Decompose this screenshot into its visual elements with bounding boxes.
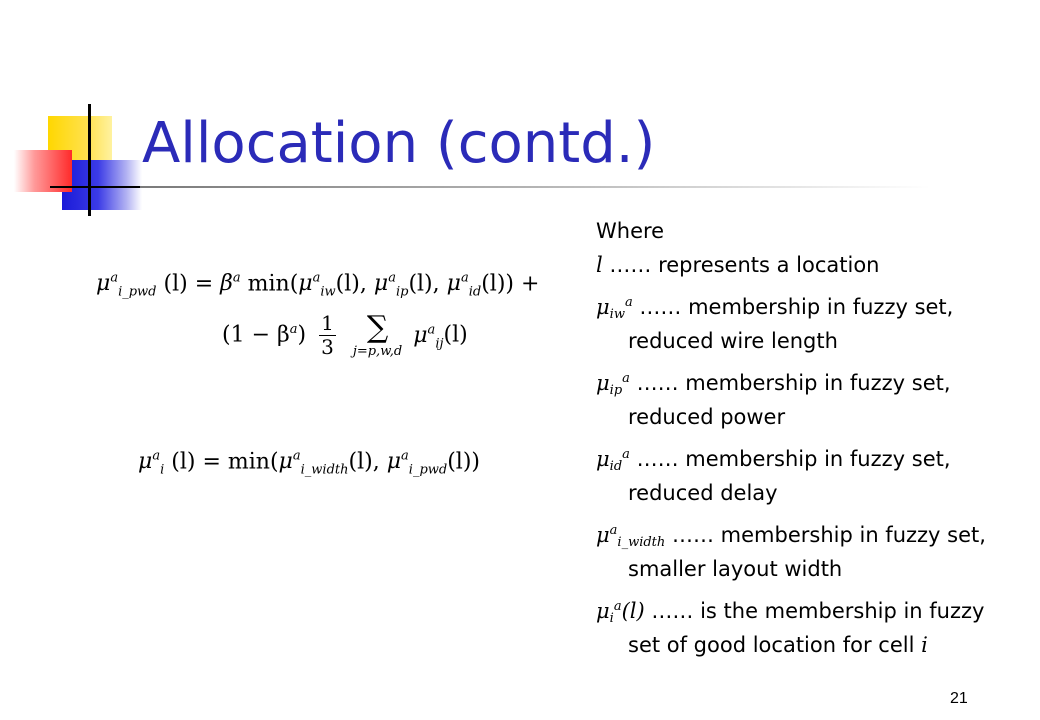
title-divider bbox=[140, 186, 930, 188]
formula-pwd-line1: $\mu^a_{i\_pwd}$ $(l) = \beta^a$ $\min(\mu^a_{iw}(l)$, $\mu^a_{ip}(l)$, $\mu^a_{id}(l)$) + bbox=[96, 271, 540, 300]
formula-term: $\mu^a_{ip}$ bbox=[373, 271, 409, 300]
formula-term: $\mu^a_{ij}$ bbox=[413, 322, 444, 351]
slide-title: Allocation (contd.) bbox=[142, 111, 656, 176]
formula-term: $\mu^a_{i\_pwd}$ bbox=[386, 449, 448, 478]
formula-term: $\mu^a_{id}$ bbox=[446, 271, 482, 300]
logo-horizontal-bar bbox=[50, 186, 145, 188]
formula-summation: ∑ j=p,w,d bbox=[352, 310, 403, 359]
formula-beta: $\beta^a$ bbox=[220, 271, 241, 297]
formula-pwd-line2: $(1 - \beta^a)$ $\frac{1}{3}$ ∑ j=p,w,d $\mu^a_{ij}(l)$ bbox=[222, 310, 468, 359]
definitions-list bbox=[596, 218, 1016, 669]
definition-item: μip$^a$ …… membership in fuzzy set, reduced power bbox=[596, 371, 951, 429]
definition-item: $\mu i^a(l)$ …… is the membership in fuzzy set of good location for cell i bbox=[596, 599, 985, 657]
definition-item: l …… represents a location bbox=[596, 253, 880, 277]
logo-blue-square bbox=[62, 160, 142, 210]
logo-vertical-bar bbox=[88, 104, 91, 216]
formula-term: $\mu^a_{iw}$ bbox=[298, 271, 336, 300]
where-label: Where bbox=[596, 219, 665, 243]
formula-term: $\mu^a_{i\_pwd}$ bbox=[96, 271, 157, 300]
definition-item: μid$^a$ …… membership in fuzzy set, reduced delay bbox=[596, 447, 951, 505]
definition-item: $\mu^ai\_width$ …… membership in fuzzy set, smaller layout width bbox=[596, 523, 986, 581]
formula-term: $\mu^a_{i\_width}$ bbox=[278, 449, 349, 478]
definition-item: μiw$^a$ …… membership in fuzzy set, reduced wire length bbox=[596, 295, 954, 353]
formula-term: $\mu^a_i$ bbox=[138, 449, 165, 478]
formula-fraction: $\frac{1}{3}$ bbox=[321, 311, 334, 359]
slide-logo-icon bbox=[0, 0, 150, 225]
formula-location: $\mu^a_i$ $(l) = \min(\mu^a_{i\_width}(l)$, $\mu^a_{i\_pwd}(l)$) bbox=[138, 449, 481, 478]
page-number: 21 bbox=[950, 690, 968, 707]
